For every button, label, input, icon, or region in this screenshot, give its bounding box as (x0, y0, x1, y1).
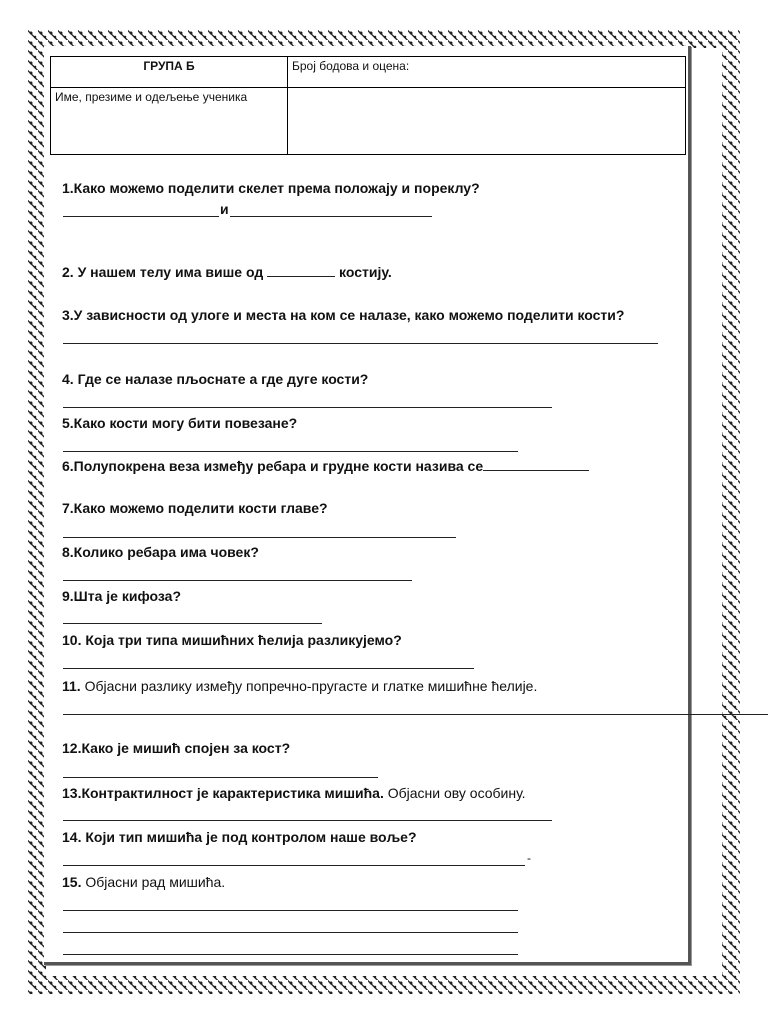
question-15: 15. Објасни рад мишића. (62, 874, 226, 890)
answer-line[interactable] (63, 714, 768, 715)
question-8: 8.Колико ребара има човек? (62, 544, 259, 560)
answer-line[interactable] (63, 216, 219, 217)
question-1-connector: и (220, 201, 229, 217)
answer-line[interactable] (63, 343, 658, 344)
header-table (50, 56, 686, 155)
question-9: 9.Шта је кифоза? (62, 588, 181, 604)
question-7: 7.Како можемо поделити кости главе? (62, 500, 328, 516)
question-1: 1.Како можемо поделити скелет према положају и пореклу? (62, 180, 480, 196)
answer-line[interactable] (63, 820, 552, 821)
group-label: ГРУПА Б (51, 57, 288, 88)
question-14: 14. Који тип мишића је под контролом наше воље? (62, 829, 417, 845)
answer-line[interactable] (63, 451, 518, 452)
question-10: 10. Која три типа мишићних ћелија разликујемо? (62, 632, 402, 648)
trailing-dash: - (527, 851, 531, 865)
question-6: 6.Полупокрена веза између ребара и грудне кости назива се (62, 458, 589, 474)
points-and-grade-label: Број бодова и оцена: (288, 57, 686, 88)
question-13: 13.Контрактилност је карактеристика мишића. Објасни ову особину. (62, 785, 526, 801)
student-name-label: Име, презиме и одељење ученика (51, 88, 288, 155)
question-4: 4. Где се налазе пљоснате а где дуге кости? (62, 371, 369, 387)
answer-line[interactable] (63, 865, 525, 866)
answer-blank[interactable] (483, 458, 589, 471)
answer-line[interactable] (63, 777, 378, 778)
answer-line[interactable] (63, 954, 518, 955)
answer-line[interactable] (63, 932, 518, 933)
question-2: 2. У нашем телу има више од костију. (62, 264, 392, 280)
answer-line[interactable] (63, 580, 412, 581)
question-3: 3.У зависности од улоге и места на ком се налазе, како можемо поделити кости? (62, 307, 625, 323)
answer-line[interactable] (63, 668, 474, 669)
student-name-field[interactable] (288, 88, 686, 155)
question-11: 11. Објасни разлику између попречно-пругасте и глатке мишићне ћелије. (62, 678, 538, 694)
answer-blank[interactable] (267, 264, 335, 277)
answer-line[interactable] (63, 407, 552, 408)
answer-line[interactable] (63, 537, 456, 538)
answer-line[interactable] (63, 623, 322, 624)
question-5: 5.Како кости могу бити повезане? (62, 415, 298, 431)
answer-line[interactable] (230, 216, 432, 217)
question-12: 12.Како је мишић спојен за кост? (62, 740, 291, 756)
answer-line[interactable] (63, 910, 518, 911)
